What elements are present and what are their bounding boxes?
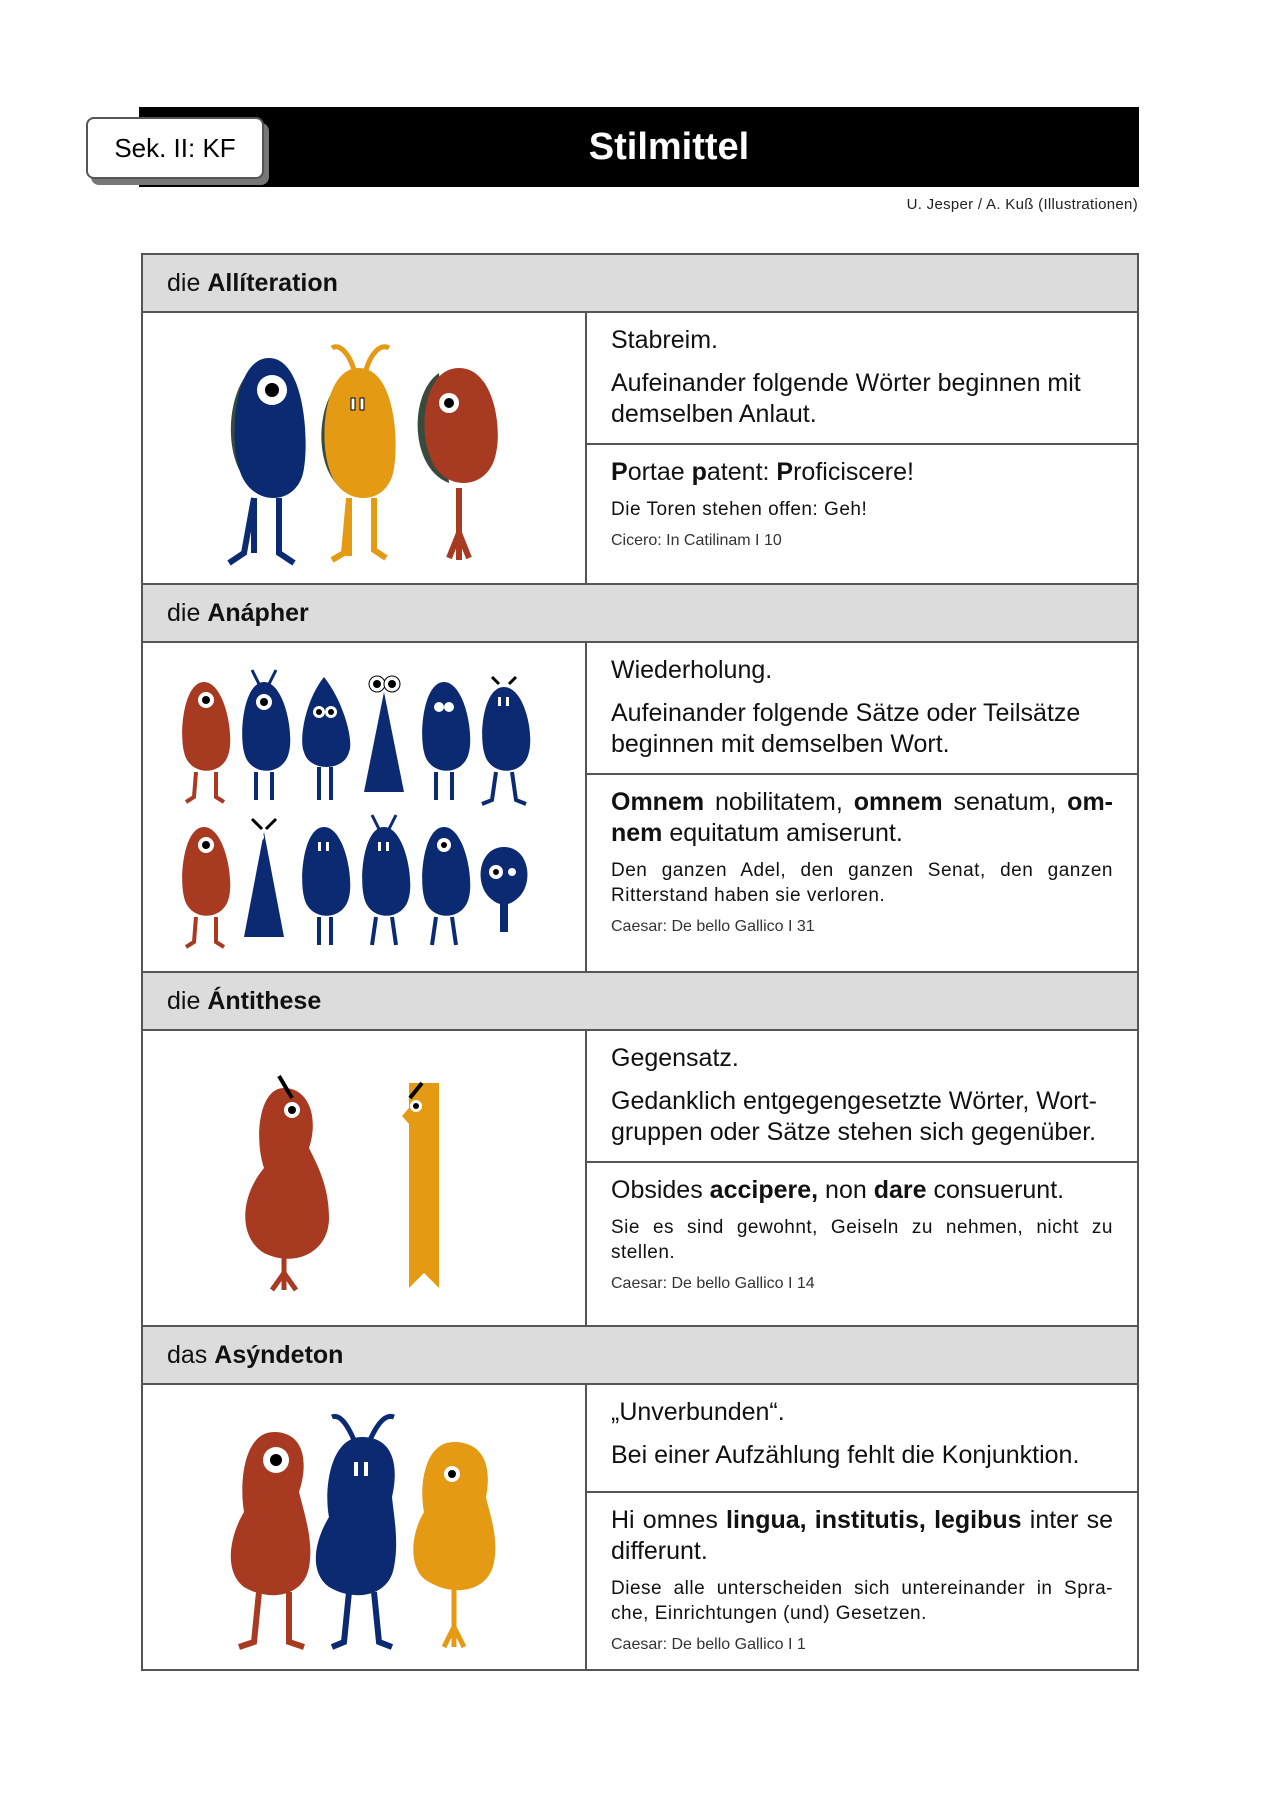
monsters-illustration: [174, 662, 554, 952]
term: Anápher: [207, 598, 309, 627]
latin-example: Portae patent: Proficiscere!: [611, 458, 914, 486]
definition: [587, 1031, 1137, 1163]
stilmittel-table: [141, 253, 1139, 1671]
section-header-asyndeton: [143, 1327, 1137, 1385]
title-bar: [139, 107, 1139, 187]
monster-row-bottom: [182, 815, 527, 947]
definition-short: „Unverbunden“.: [611, 1398, 785, 1426]
latin-example: Omnem nobilitatem, omnem senatum, om-nem equitatum amiserunt.: [611, 788, 1113, 847]
source: Caesar: De bello Gallico I 1: [611, 1636, 806, 1653]
term: Ántithese: [207, 986, 322, 1015]
definition: [587, 643, 1137, 775]
orange-banner-monster: [402, 1083, 439, 1288]
example: [587, 1163, 1137, 1305]
red-monster: [231, 1432, 311, 1647]
article: das: [167, 1340, 208, 1369]
source: Caesar: De bello Gallico I 14: [611, 1275, 815, 1292]
section-header-alliteration: [143, 255, 1137, 313]
translation: Sie es sind gewohnt, Geiseln zu nehmen, nicht zu stellen.: [611, 1217, 1113, 1263]
article: die: [167, 598, 201, 627]
red-monster: [418, 368, 498, 560]
orange-monster: [321, 347, 395, 560]
definition-short: Wiederholung.: [611, 656, 773, 684]
level-badge: Sek. II: KF: [86, 117, 264, 179]
illustration-anapher: [143, 643, 587, 971]
section-body-anapher: [143, 643, 1137, 973]
source: Caesar: De bello Gallico I 31: [611, 918, 815, 935]
example: [587, 1493, 1137, 1666]
term: Asýndeton: [214, 1340, 344, 1369]
section-body-asyndeton: [143, 1385, 1137, 1671]
blue-monster: [229, 358, 306, 563]
monsters-illustration: [214, 328, 514, 568]
blue-monster: [316, 1416, 396, 1647]
definition-long: Gedanklich entgegengesetzte Wörter, Wort-gruppen oder Sätze stehen sich gegenüber.: [611, 1087, 1097, 1146]
definition-long: Aufeinander folgende Sätze oder Teilsätze beginnen mit demselben Wort.: [611, 699, 1081, 758]
section-body-antithese: [143, 1031, 1137, 1327]
article: die: [167, 986, 201, 1015]
source: Cicero: In Catilinam I 10: [611, 532, 782, 549]
definition-short: Gegensatz.: [611, 1044, 739, 1072]
definition-short: Stabreim.: [611, 326, 718, 354]
definition-long: Aufeinander folgende Wörter beginnen mit demselben Anlaut.: [611, 369, 1081, 428]
section-header-antithese: [143, 973, 1137, 1031]
illustration-antithese: [143, 1031, 587, 1325]
monster-row-top: [182, 670, 530, 804]
example: [587, 775, 1137, 948]
monsters-illustration: [214, 1402, 514, 1652]
translation: Den ganzen Adel, den ganzen Senat, den ganzen Ritterstand haben sie verloren.: [611, 860, 1113, 906]
translation: Die Toren stehen offen: Geh!: [611, 499, 868, 520]
definition: [587, 313, 1137, 445]
orange-monster: [413, 1442, 495, 1647]
translation: Diese alle unterscheiden sich untereinander in Spra-che, Einrichtungen (und) Gesetzen.: [611, 1578, 1113, 1624]
monsters-illustration: [234, 1058, 494, 1298]
example: [587, 445, 1137, 562]
red-pear-monster: [245, 1076, 329, 1290]
page-title: Stilmittel: [588, 125, 750, 168]
term: Allíteration: [207, 268, 338, 297]
section-body-alliteration: [143, 313, 1137, 585]
definition: [587, 1385, 1137, 1493]
definition-long: Bei einer Aufzählung fehlt die Konjunktion.: [611, 1441, 1080, 1469]
illustration-alliteration: [143, 313, 587, 583]
section-header-anapher: [143, 585, 1137, 643]
latin-example: Hi omnes lingua, institutis, legibus inter se differunt.: [611, 1506, 1113, 1565]
article: die: [167, 268, 201, 297]
latin-example: Obsides accipere, non dare consuerunt.: [611, 1176, 1065, 1204]
illustration-asyndeton: [143, 1385, 587, 1669]
author-credit: U. Jesper / A. Kuß (Illustrationen): [906, 196, 1138, 213]
